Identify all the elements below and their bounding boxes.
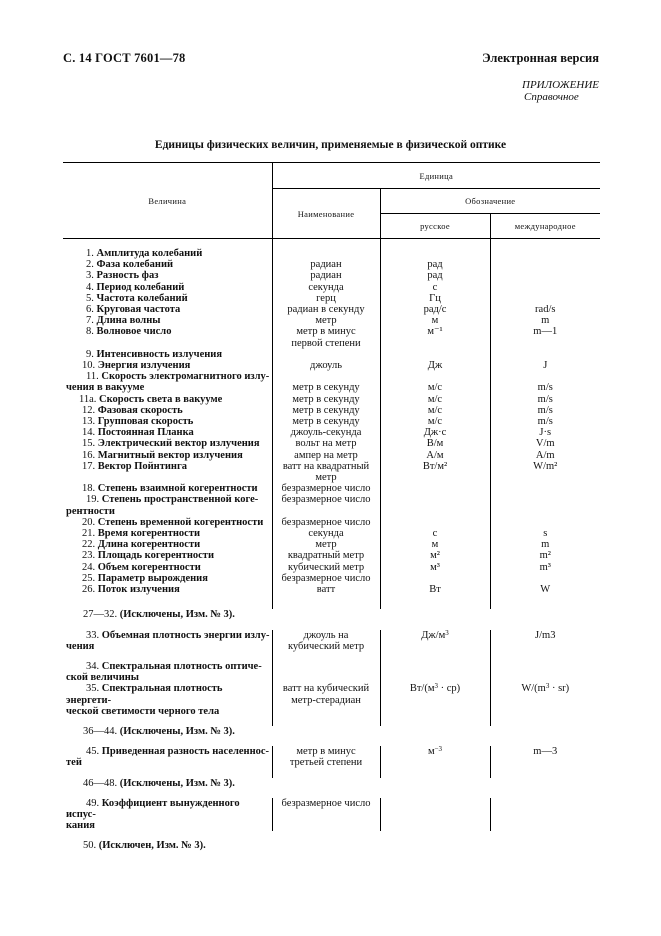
row-name: Круговая частота [96, 304, 181, 316]
row-ru: $Вт/(м^3 \cdot ср)$ [380, 683, 490, 717]
table-row [63, 438, 600, 449]
row-quantity [63, 483, 272, 494]
row-quantity [63, 349, 272, 360]
row-name: Энергия излучения [97, 360, 191, 372]
row-num: 1. [86, 248, 94, 259]
table-row [63, 349, 600, 360]
row-unit: безразмерное число [272, 798, 380, 832]
row-name: Параметр вырождения [97, 572, 208, 584]
row-ru: рад [380, 270, 490, 281]
appendix-subtitle: Справочное [524, 91, 579, 103]
page-title: Единицы физических величин, применяемые в физической оптике [154, 139, 507, 151]
row-intl: m³ [490, 562, 600, 573]
row-intl [490, 371, 600, 382]
row-intl: m² [490, 550, 600, 561]
row-ru: рад/с [380, 304, 490, 315]
col-intl: международное [490, 214, 600, 239]
row-quantity [63, 293, 272, 304]
excluded-row [63, 778, 600, 789]
row-name: Объемная плотность энергии излу- [101, 629, 270, 641]
row-unit-cont: метр-стерадиан [291, 694, 361, 706]
row-name: Фаза колебаний [96, 259, 174, 271]
row-intl [490, 494, 600, 505]
row-name: Частота колебаний [96, 292, 188, 304]
row-unit-cont: метр в секунду [272, 382, 380, 393]
row-num: 13. [82, 416, 96, 428]
table-row [63, 630, 600, 652]
row-num: 14. [82, 427, 96, 439]
table-row [63, 427, 600, 438]
row-ru-cont: м/с [380, 382, 490, 393]
row-unit: джоуль-секунда [272, 427, 380, 438]
row-quantity [63, 427, 272, 438]
row-name: Объем когерентности [97, 561, 201, 573]
row-unit-cont: кубический метр [287, 640, 365, 652]
row-unit-line2: метр [315, 472, 337, 484]
row-ru [380, 573, 490, 584]
row-ru: м/с [380, 416, 490, 427]
row-name: Разность фаз [96, 270, 159, 282]
table-row [63, 326, 600, 348]
row-quantity [63, 326, 272, 348]
row-ru: Вт/м² [380, 461, 490, 483]
row-quantity [63, 405, 272, 416]
row-intl [490, 349, 600, 360]
row-unit [272, 371, 380, 382]
row-ru [380, 248, 490, 259]
table-tail [63, 595, 600, 851]
row-name: Период колебаний [96, 281, 185, 293]
row-ru: рад [380, 259, 490, 270]
row-ru: м [380, 315, 490, 326]
row-num: 22. [82, 539, 96, 551]
row-ru: Дж·с [380, 427, 490, 438]
row-num: 24. [82, 561, 96, 573]
row-name: Скорость света в вакууме [99, 393, 223, 405]
row-intl [490, 259, 600, 270]
table-row [63, 293, 600, 304]
row-num: 25. [82, 572, 96, 584]
row-num: 7. [86, 315, 94, 327]
row-intl [490, 517, 600, 528]
row-name: Время когерентности [97, 528, 201, 540]
row-num: 18. [82, 483, 96, 495]
row-intl: m [490, 539, 600, 550]
excluded-text: (Исключены, Изм. № 3). [119, 777, 235, 789]
row-intl [490, 573, 600, 584]
row-ru: м³ [380, 562, 490, 573]
col-ru: русское [380, 214, 490, 239]
row-unit: радиан [272, 259, 380, 270]
row-name: Фазовая скорость [97, 404, 183, 416]
row-unit: герц [272, 293, 380, 304]
excluded-num: 50. [83, 840, 97, 852]
table-row [63, 282, 600, 293]
row-name: Спектральная плотность энергети- [66, 683, 223, 706]
col-quantity: Величина [63, 163, 272, 239]
row-ru [380, 494, 490, 505]
row-num: 17. [82, 460, 96, 472]
table-row [63, 416, 600, 427]
row-unit: ватт на кубический [282, 683, 370, 695]
row-name: Интенсивность излучения [96, 348, 223, 360]
row-unit: ватт [272, 584, 380, 595]
row-intl: J/m3 [490, 630, 600, 652]
row-name-cont: чения [66, 640, 95, 652]
excluded-row [63, 726, 600, 737]
row-quantity [63, 360, 272, 371]
table-row [63, 528, 600, 539]
row-unit [272, 349, 380, 360]
row-intl: m—1 [490, 326, 600, 348]
row-name-cont: кания [66, 820, 95, 832]
row-unit: кубический метр [272, 562, 380, 573]
row-num: 6. [86, 304, 94, 316]
table-row [63, 573, 600, 584]
row-quantity [63, 528, 272, 539]
row-num: 11а. [79, 393, 97, 405]
row-num: 4. [86, 281, 94, 293]
row-unit: метр в секунду [272, 394, 380, 405]
row-num: 10. [82, 360, 96, 372]
row-unit: секунда [272, 282, 380, 293]
excluded-row [63, 840, 600, 851]
row-unit: метр в минус [296, 746, 356, 758]
row-unit: ампер на метр [272, 450, 380, 461]
excluded-text: (Исключен, Изм. № 3). [98, 840, 206, 852]
row-unit: радиан [272, 270, 380, 281]
row-unit-line2: первой степени [291, 337, 361, 349]
row-name: Спектральная плотность оптиче- [101, 660, 262, 672]
row-unit: безразмерное число [272, 494, 380, 505]
row-name-cont: рентности [66, 505, 115, 517]
row-name: Амплитуда колебаний [96, 248, 203, 259]
row-intl [490, 483, 600, 494]
row-unit-line1: метр в минус [296, 326, 356, 338]
row-num: 2. [86, 259, 94, 271]
row-unit: метр в секунду [272, 416, 380, 427]
row-quantity [63, 450, 272, 461]
row-ru: м² [380, 550, 490, 561]
table-row [63, 483, 600, 494]
row-intl [490, 282, 600, 293]
row-quantity [63, 394, 272, 405]
row-name: Площадь когерентности [97, 550, 214, 562]
row-intl: s [490, 528, 600, 539]
row-quantity [63, 438, 272, 449]
row-quantity [63, 270, 272, 281]
row-name: Электрический вектор излучения [97, 438, 260, 450]
row-quantity-cont [63, 506, 272, 517]
row-name: Степень пространственной коге- [101, 494, 259, 506]
row-intl: m/s [490, 394, 600, 405]
table-row [63, 360, 600, 371]
row-unit-cont: третьей степени [289, 757, 363, 769]
header-right: Электронная версия [482, 51, 599, 65]
row-name: Длина волны [96, 315, 161, 327]
row-name: Длина когерентности [97, 539, 201, 551]
table-row [63, 270, 600, 281]
table-row [63, 494, 600, 505]
row-quantity [63, 248, 272, 259]
row-unit-cont [272, 506, 380, 517]
row-intl: m/s [490, 416, 600, 427]
row-quantity [63, 416, 272, 427]
table-row [63, 461, 600, 483]
row-num: 34. [86, 660, 100, 672]
row-unit: квадратный метр [272, 550, 380, 561]
row-unit: безразмерное число [272, 517, 380, 528]
row-unit: метр [272, 315, 380, 326]
row-quantity [63, 315, 272, 326]
table-row [63, 450, 600, 461]
table-row [63, 259, 600, 270]
row-intl [490, 293, 600, 304]
table-row [63, 584, 600, 595]
row-quantity [63, 461, 272, 483]
row-name: Степень взаимной когерентности [97, 483, 258, 495]
row-unit: радиан в секунду [272, 304, 380, 315]
row-ru: Дж [380, 360, 490, 371]
row-ru: с [380, 528, 490, 539]
table-row [63, 315, 600, 326]
row-num: 11. [86, 371, 99, 383]
row-name: Групповая скорость [97, 416, 194, 428]
units-table [63, 162, 600, 852]
table-row [63, 382, 600, 393]
row-name: Поток излучения [97, 584, 180, 596]
row-name-cont: ской величины [66, 672, 139, 684]
row-ru: А/м [380, 450, 490, 461]
table-row [63, 248, 600, 259]
row-intl: m—3 [490, 746, 600, 768]
row-quantity-cont [63, 382, 272, 393]
row-num: 5. [86, 292, 94, 304]
row-intl: W/m² [490, 461, 600, 483]
row-intl: rad/s [490, 304, 600, 315]
table-body [63, 239, 600, 596]
row-name: Магнитный вектор излучения [97, 449, 243, 461]
table-row [63, 562, 600, 573]
row-num: 16. [82, 449, 96, 461]
row-name-cont: тей [66, 757, 82, 769]
excluded-num: 46—48. [83, 777, 118, 789]
row-unit: секунда [272, 528, 380, 539]
row-quantity [63, 259, 272, 270]
table-row [63, 405, 600, 416]
row-intl-cont [490, 506, 600, 517]
row-intl [490, 270, 600, 281]
row-name: Степень временной когерентности [97, 516, 264, 528]
table-row [63, 550, 600, 561]
row-name-cont: чения в вакууме [66, 382, 145, 394]
row-num: 8. [86, 326, 94, 338]
row-num: 21. [82, 528, 96, 540]
table-row [63, 798, 600, 832]
table-row [63, 506, 600, 517]
row-intl [490, 248, 600, 259]
row-intl-cont: m/s [490, 382, 600, 393]
row-name: Скорость электромагнитного излу- [101, 371, 270, 383]
header-left: С. 14 ГОСТ 7601—78 [63, 51, 186, 65]
row-ru: $Дж/м^3$ [380, 630, 490, 652]
table-row [63, 371, 600, 382]
table-row [63, 394, 600, 405]
row-name: Коэффициент вынужденного испус- [66, 797, 240, 820]
col-name: Наименование [272, 189, 380, 239]
row-unit: джоуль [272, 360, 380, 371]
row-name-cont: ческой светимости черного тела [66, 705, 220, 717]
table-row [63, 517, 600, 528]
row-unit [272, 461, 380, 483]
row-unit [272, 248, 380, 259]
row-intl: J·s [490, 427, 600, 438]
row-quantity [63, 550, 272, 561]
row-ru: м [380, 539, 490, 550]
row-name: Постоянная Планка [97, 427, 194, 439]
excluded-text: (Исключены, Изм. № 3). [119, 725, 235, 737]
row-num: 35. [86, 683, 100, 695]
row-num: 15. [82, 438, 96, 450]
row-ru: м/с [380, 405, 490, 416]
row-num: 33. [86, 629, 100, 641]
row-num: 20. [82, 516, 96, 528]
row-ru [380, 349, 490, 360]
row-quantity [63, 371, 272, 382]
row-quantity [63, 282, 272, 293]
row-name: Приведенная разность населеннос- [101, 746, 270, 758]
row-quantity [63, 573, 272, 584]
row-num: 49. [86, 797, 100, 809]
row-ru: В/м [380, 438, 490, 449]
appendix-title: ПРИЛОЖЕНИЕ [522, 79, 599, 91]
row-quantity [63, 539, 272, 550]
table-row [63, 746, 600, 768]
row-unit: безразмерное число [272, 573, 380, 584]
row-num: 9. [86, 348, 94, 360]
row-num: 12. [82, 404, 96, 416]
table-row [63, 661, 600, 683]
excluded-text: (Исключены, Изм. № 3). [119, 609, 235, 621]
row-num: 26. [82, 584, 96, 596]
row-intl: W [490, 584, 600, 595]
row-unit: безразмерное число [272, 483, 380, 494]
table-row [63, 539, 600, 550]
row-ru [380, 483, 490, 494]
row-num: 19. [86, 494, 100, 506]
excluded-num: 36—44. [83, 725, 118, 737]
row-quantity [63, 584, 272, 595]
row-intl: V/m [490, 438, 600, 449]
row-num: 3. [86, 270, 94, 282]
row-ru: Гц [380, 293, 490, 304]
row-name: Волновое число [96, 326, 172, 338]
row-ru [380, 517, 490, 528]
row-quantity [63, 304, 272, 315]
row-ru: м⁻¹ [380, 326, 490, 348]
row-intl: A/m [490, 450, 600, 461]
row-unit-line1: ватт на квадратный [282, 460, 370, 472]
row-name: Вектор Пойнтинга [97, 460, 187, 472]
row-intl: m/s [490, 405, 600, 416]
row-ru: м/с [380, 394, 490, 405]
row-unit: вольт на метр [272, 438, 380, 449]
row-ru: с [380, 282, 490, 293]
table-row [63, 683, 600, 717]
row-unit: метр [272, 539, 380, 550]
row-unit: метр в секунду [272, 405, 380, 416]
row-quantity [63, 517, 272, 528]
col-designation: Обозначение [380, 189, 600, 214]
row-unit [272, 326, 380, 348]
row-intl: m [490, 315, 600, 326]
row-num: 45. [86, 746, 100, 758]
row-quantity [63, 562, 272, 573]
row-unit: джоуль на [303, 629, 349, 641]
row-ru [380, 371, 490, 382]
excluded-row [63, 609, 600, 620]
row-quantity [63, 494, 272, 505]
row-num: 23. [82, 550, 96, 562]
col-unit: Единица [272, 163, 600, 189]
row-ru: Вт [380, 584, 490, 595]
row-ru-cont [380, 506, 490, 517]
appendix-label [522, 79, 599, 103]
row-ru: $м^{-3}$ [380, 746, 490, 768]
row-intl: J [490, 360, 600, 371]
table-row [63, 304, 600, 315]
row-intl: $W/(m^3 \cdot sr)$ [490, 683, 600, 717]
excluded-num: 27—32. [83, 609, 118, 621]
